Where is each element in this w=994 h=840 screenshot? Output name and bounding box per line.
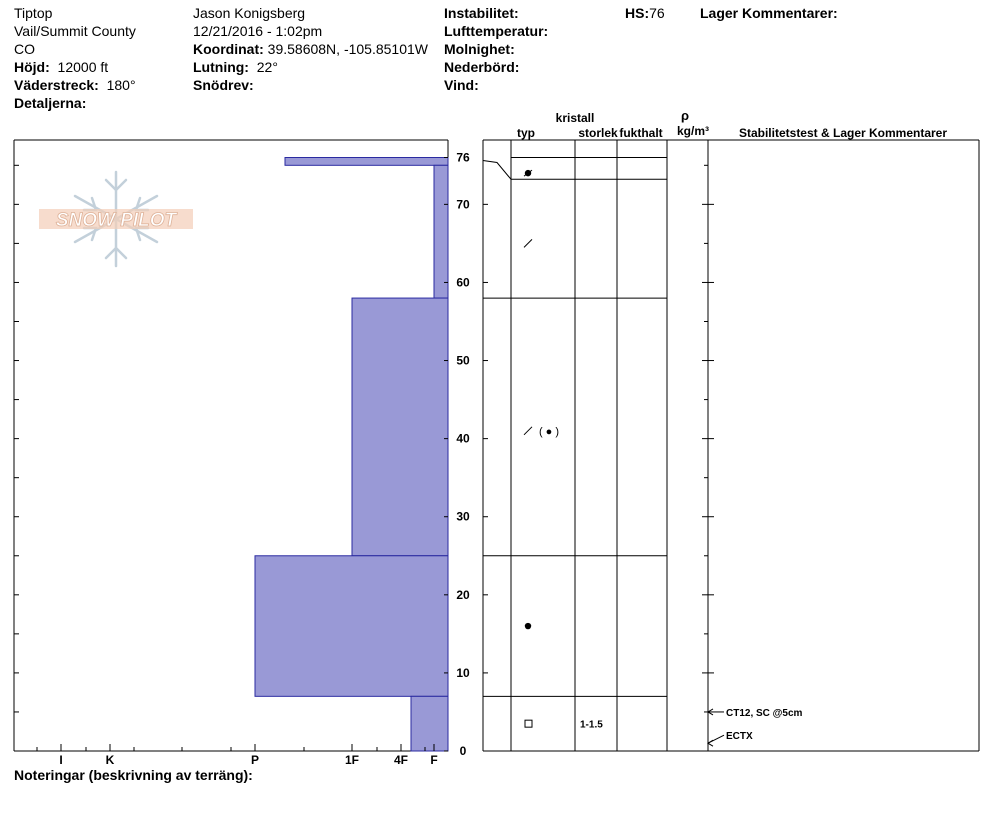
hardness-bar [411,696,448,751]
hardness-bars [255,158,448,752]
instability-label-text: Instabilitet: [444,5,519,21]
col-density-unit: kg/m³ [676,124,710,138]
slope-label: Lutning: [193,59,249,75]
crystal-symbols [524,170,559,727]
region: Vail/Summit County [14,23,136,39]
elevation-label: Höjd: [14,59,50,75]
hardness-bar [255,556,448,697]
hardness-ticks [37,744,438,767]
aspect-value: 180° [106,77,136,93]
layer-table-frame [483,140,979,751]
grain-size-label: 1-1.5 [580,719,603,731]
stability-tests [708,708,803,746]
crystal-secondary-label: ( ● ) [538,425,560,438]
col-type: typ [517,126,535,140]
faceted-slash-icon [524,239,532,247]
faceted-slash-icon [524,427,532,435]
precip-label-text: Nederbörd: [444,59,520,75]
hs-value: 76 [649,5,665,21]
airtemp-label-text: Lufttemperatur: [444,23,549,39]
state: CO [14,41,35,57]
height-tick-label: 40 [456,431,470,446]
drift-label: Snödrev: [193,77,254,93]
faceted-square-icon [525,720,532,727]
height-tick-label: 10 [456,665,470,680]
snowpilot-logo [39,172,193,266]
col-size: storlek [578,126,618,140]
stability-test-label: ECTX [726,731,753,743]
height-tick-label: 30 [456,509,470,524]
wind-label-text: Vind: [444,77,479,93]
hs-label: HS: [625,5,650,21]
hardness-bar [285,158,448,166]
layer-comments-header-text: Lager Kommentarer: [700,5,838,21]
right-axis-ticks [483,165,714,751]
hardness-tick-label: 4F [393,753,409,767]
height-tick-label: 0 [459,744,467,758]
hardness-tick-label: I [59,753,63,767]
grain-sizes [580,720,603,731]
details-label-text: Detaljerna: [14,95,87,111]
elevation-value: 12000 ft [57,59,109,75]
arrow-icon [708,740,713,746]
hardness-tick-label: F [430,753,438,767]
height-tick-label: 70 [456,197,470,212]
col-moisture: fukthalt [619,126,663,140]
height-tick-label: 76 [456,150,470,165]
col-rho: ρ [680,108,690,123]
sky-label-text: Molnighet: [444,41,515,57]
coord-value: 39.58608N, -105.85101W [267,41,428,57]
datetime: 12/21/2016 - 1:02pm [193,23,323,39]
height-tick-label: 60 [456,275,470,290]
logo-text: SNOW PILOT [55,210,177,231]
observer: Jason Konigsberg [193,5,306,21]
hardness-bar [352,298,448,556]
coord-label: Koordinat: [193,41,264,57]
notes-label-text: Noteringar (beskrivning av terräng): [14,767,253,783]
slope-value: 22° [256,59,278,75]
hardness-bar [434,165,448,298]
height-tick-label: 50 [456,353,470,368]
aspect-label: Väderstreck: [14,77,99,93]
col-crystal: kristall [555,111,595,125]
hardness-tick-label: 1F [344,753,360,767]
left-minor-ticks [14,165,19,751]
hardness-tick-label: P [250,753,260,767]
stability-test-label: CT12, SC @5cm [726,707,803,719]
height-tick-label: 20 [456,587,470,602]
col-stability: Stabilitetstest & Lager Kommentarer [738,126,948,140]
location: Tiptop [14,5,53,21]
hardness-tick-label: K [105,753,115,767]
melt-form-icon [525,623,531,629]
